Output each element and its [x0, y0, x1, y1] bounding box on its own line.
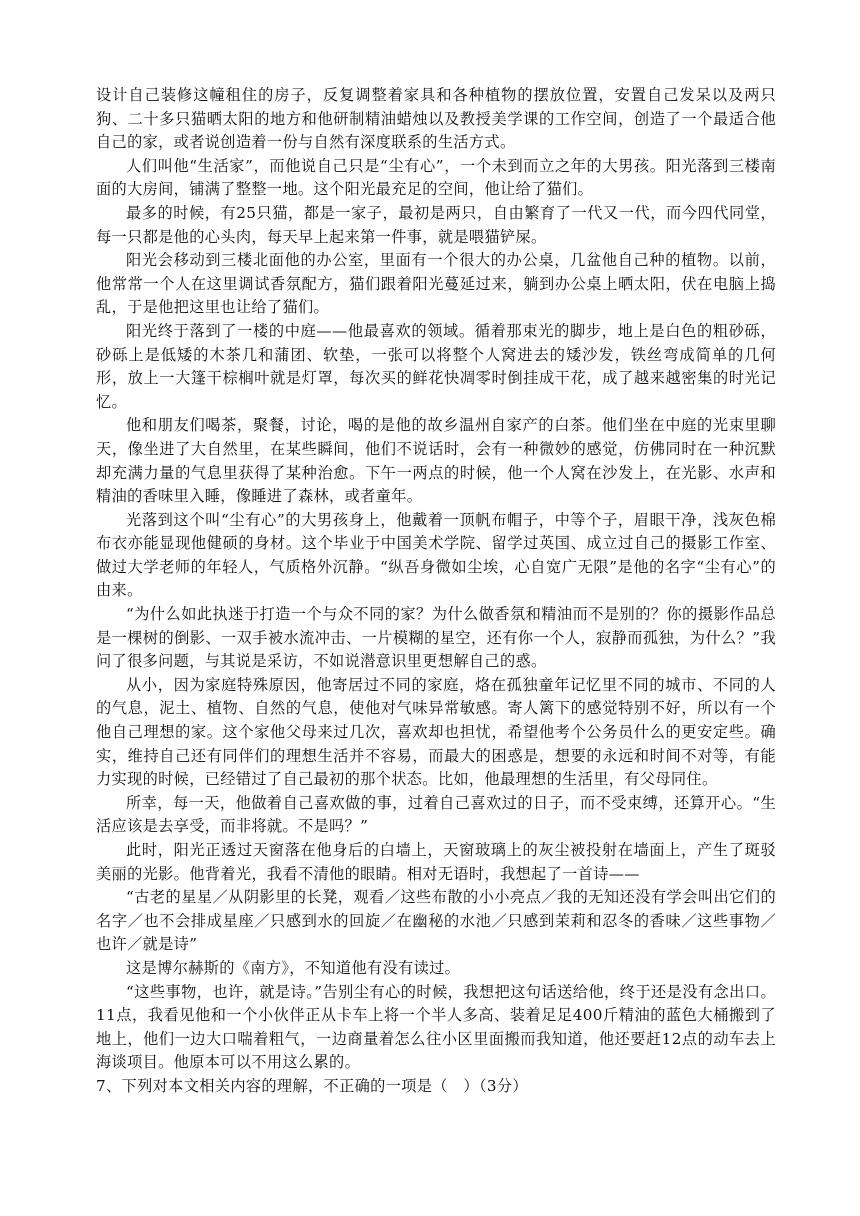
paragraph-2: 人们叫他“生活家”，而他说自己只是“尘有心”，一个未到而立之年的大男孩。阳光落到三楼南面的大房间，铺满了整整一地。这个阳光最充足的空间，他让给了猫们。 [96, 156, 776, 199]
paragraph-14: “这些事物，也许，就是诗。”告别尘有心的时候，我想把这句话送给他，终于还是没有念出口。11点，我看见他和一个小伙伴正从卡车上将一个半人多高、装着足足400斤精油的蓝色大桶搬到了地上，他们一边大口喘着粗气，一边商量着怎么往小区里面搬而我知道，他还要赶12点的动车去上海谈项目。他原本可以不用这么累的。 [96, 982, 776, 1072]
paragraph-6: 他和朋友们喝茶，聚餐，讨论，喝的是他的故乡温州自家产的白茶。他们坐在中庭的光束里聊天，像坐进了大自然里，在某些瞬间，他们不说话时，会有一种微妙的感觉，仿佛同时在一种沉默却充满力量的气息里获得了某种治愈。下午一两点的时候，他一个人窝在沙发上，在光影、水声和精油的香味里入睡，像睡进了森林，或者童年。 [96, 416, 776, 506]
paragraph-7: 光落到这个叫“尘有心”的大男孩身上，他戴着一顶帆布帽子，中等个子，眉眼干净，浅灰色棉布衣亦能显现他健硕的身材。这个毕业于中国美术学院、留学过英国、成立过自己的摄影工作室、做过大学老师的年轻人，气质格外沉静。“纵吾身微如尘埃，心自宽广无限”是他的名字“尘有心”的由来。 [96, 510, 776, 600]
paragraph-1: 设计自己装修这幢租住的房子，反复调整着家具和各种植物的摆放位置，安置自己发呆以及两只狗、二十多只猫晒太阳的地方和他研制精油蜡烛以及教授美学课的工作空间，创造了一个最适合他自己的家，或者说创造着一份与自然有深度联系的生活方式。 [96, 86, 776, 152]
paragraph-13: 这是博尔赫斯的《南方》，不知道他有没有读过。 [126, 958, 461, 977]
poem-quote: “古老的星星／从阴影里的长凳，观看／这些布散的小小亮点／我的无知还没有学会叫出它们的名字／也不会排成星座／只感到水的回旋／在幽秘的水池／只感到茉莉和忍冬的香味／这些事物／也许／就是诗” [96, 888, 776, 954]
paragraph-5: 阳光终于落到了一楼的中庭——他最喜欢的领域。循着那束光的脚步，地上是白色的粗砂砾，砂砾上是低矮的木茶几和蒲团、软垫，一张可以将整个人窝进去的矮沙发，铁丝弯成简单的几何形，放上一大篷干棕榈叶就是灯罩，每次买的鲜花快凋零时倒挂成干花，成了越来越密集的时光记忆。 [96, 321, 776, 411]
paragraph-10: 所幸，每一天，他做着自己喜欢做的事，过着自己喜欢过的日子，而不受束缚，还算开心。“生活应该是去享受，而非将就。不是吗？” [96, 793, 776, 836]
paragraph-4: 阳光会移动到三楼北面他的办公室，里面有一个很大的办公桌，几盆他自己种的植物。以前，他常常一个人在这里调试香氛配方，猫们跟着阳光蔓延过来，躺到办公桌上晒太阳，伏在电脑上捣乱，于是他把这里也让给了猫们。 [96, 251, 776, 317]
paragraph-3: 最多的时候，有25只猫，都是一家子，最初是两只，自由繁育了一代又一代，而今四代同堂，每一只都是他的心头肉，每天早上起来第一件事，就是喂猫铲屎。 [96, 203, 776, 246]
paragraph-9: 从小，因为家庭特殊原因，他寄居过不同的家庭，烙在孤独童年记忆里不同的城市、不同的人的气息，泥土、植物、自然的气息，使他对气味异常敏感。寄人篱下的感觉特别不好，所以有一个他自己理想的家。这个家他父母来过几次，喜欢却也担忧，希望他考个公务员什么的更安定些。确实，维持自己还有同伴们的理想生活并不容易，而最大的困惑是，想要的永远和时间不对等，有能力实现的时候，已经错过了自己最初的那个状态。比如，他最理想的生活里，有父母同住。 [96, 675, 776, 789]
paragraph-11: 此时，阳光正透过天窗落在他身后的白墙上，天窗玻璃上的灰尘被投射在墙面上，产生了斑驳美丽的光影。他背着光，我看不清他的眼睛。相对无语时，我想起了一首诗—— [96, 841, 776, 883]
document-page [96, 84, 776, 1099]
question-7: 7、下列对本文相关内容的理解，不正确的一项是（ ）（3分） [96, 1076, 528, 1095]
paragraph-8: “为什么如此执迷于打造一个与众不同的家？为什么做香氛和精油而不是别的？你的摄影作品总是一棵树的倒影、一双手被水流冲击、一片模糊的星空，还有你一个人，寂静而孤独，为什么？”我问了很多问题，与其说是采访，不如说潜意识里更想解自己的惑。 [96, 605, 776, 671]
